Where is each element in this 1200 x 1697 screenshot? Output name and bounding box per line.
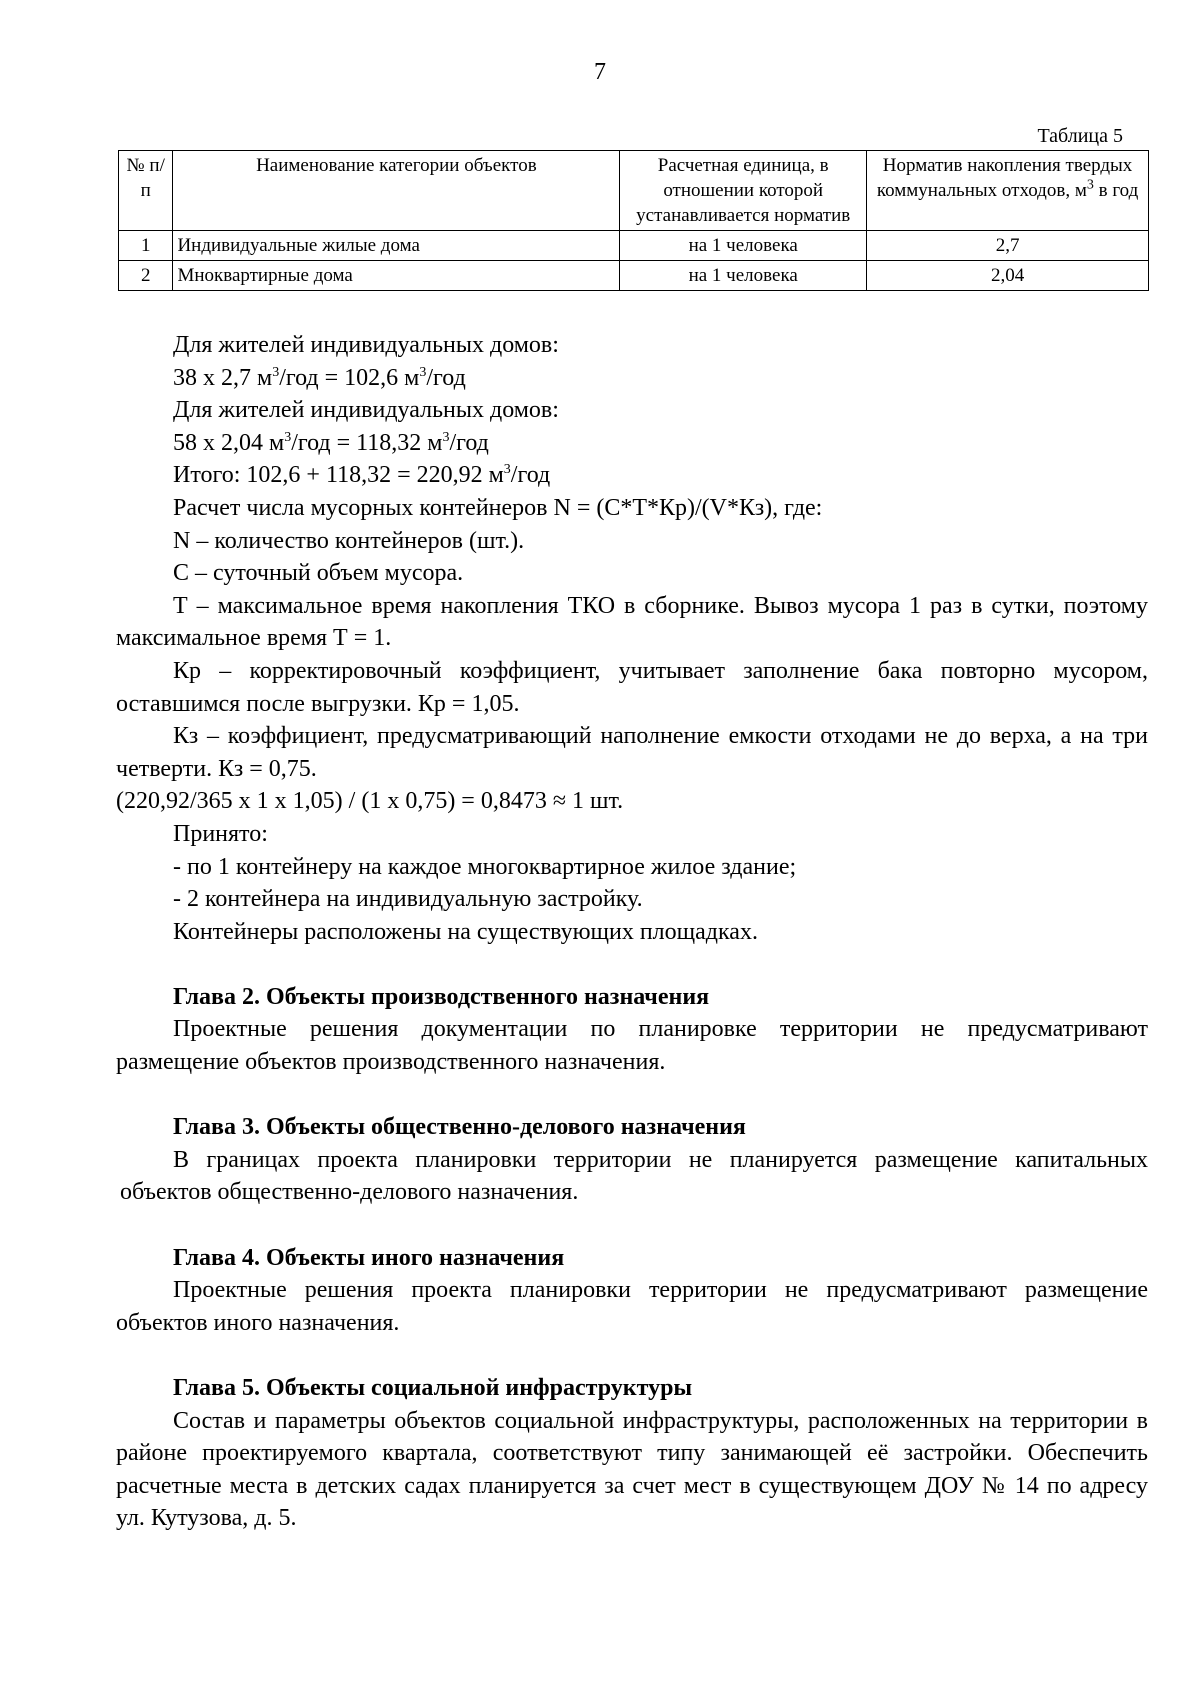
chapter-5-title: Глава 5. Объекты социальной инфраструктуры <box>173 1375 693 1401</box>
calc-part: /год = 118,32 м <box>291 429 443 456</box>
row-number: 2 <box>119 261 173 291</box>
row-category: Индивидуальные жилые дома <box>173 231 620 261</box>
definition-t: Т – максимальное время накопления ТКО в сборнике. Вывоз мусора 1 раз в сутки, поэтому максимальное время Т = 1. <box>116 592 1148 652</box>
header-category: Наименование категории объектов <box>173 151 620 231</box>
calc-part: /год <box>449 429 489 456</box>
page-number: 7 <box>594 59 606 85</box>
chapter-3-text: В границах проекта планировки территории не планируется размещение капитальных объектов общественно-делового назначения. <box>120 1146 1148 1206</box>
chapter-5-text: Состав и параметры объектов социальной инфраструктуры, расположенных на территории в районе проектируемого квартала, соответствуют типу занимающей её застройки. Обеспечить расчетные места в детских садах планируется за счет мест в существующем ДОУ № 14 по адресу ул. Кутузова, д. 5. <box>116 1407 1148 1532</box>
chapter-4-text: Проектные решения проекта планировки территории не предусматривают размещение объектов иного назначения. <box>116 1277 1148 1336</box>
calc-total <box>116 459 1148 492</box>
calc-part: 58 х 2,04 м <box>173 429 285 456</box>
superscript: 3 <box>442 429 450 445</box>
container-formula-intro: Расчет числа мусорных контейнеров N = (С*Т*Кр)/(V*Кз), где: <box>173 494 823 521</box>
chapter-3-title: Глава 3. Объекты общественно-делового назначения <box>173 1114 746 1141</box>
calc-part: /год <box>510 462 551 489</box>
row-norm: 2,04 <box>867 261 1149 291</box>
accepted-item-1: - по 1 контейнеру на каждое многоквартирное жилое здание; <box>173 853 797 880</box>
accepted-label: Принято: <box>173 820 268 847</box>
row-number: 1 <box>119 231 173 261</box>
row-unit: на 1 человека <box>620 261 867 291</box>
row-norm: 2,7 <box>867 231 1149 261</box>
table-row <box>119 261 1149 291</box>
header-norm-tail: в год <box>1093 180 1139 201</box>
container-formula-result: (220,92/365 х 1 х 1,05) / (1 х 0,75) = 0,8473 ≈ 1 шт. <box>116 788 624 815</box>
document-body <box>116 329 1148 1535</box>
superscript: 3 <box>284 429 292 445</box>
header-norm <box>867 151 1149 231</box>
chapter-4-title: Глава 4. Объекты иного назначения <box>173 1244 565 1271</box>
superscript: 3 <box>419 364 427 380</box>
accepted-item-2: - 2 контейнера на индивидуальную застройку. <box>173 886 643 913</box>
table-row <box>119 231 1149 261</box>
row-category: Мноквартирные дома <box>173 261 620 291</box>
calc-individual <box>116 362 1148 395</box>
table-header-row <box>119 151 1149 231</box>
chapter-2-title: Глава 2. Объекты производственного назначения <box>173 983 710 1010</box>
header-unit: Расчетная единица, в отношении которой устанавливается норматив <box>620 151 867 231</box>
accepted-item-3: Контейнеры расположены на существующих площадках. <box>173 918 758 945</box>
calc-part: /год = 102,6 м <box>279 364 420 391</box>
superscript: 3 <box>503 462 511 478</box>
superscript: 3 <box>272 364 280 380</box>
calc-part: 38 х 2,7 м <box>173 364 273 391</box>
calc-part: Итого: 102,6 + 118,32 = 220,92 м <box>173 462 504 489</box>
header-norm-text: Норматив накопления твердых коммунальных отходов, м <box>876 155 1133 201</box>
definition-n: N – количество контейнеров (шт.). <box>173 527 525 554</box>
row-unit: на 1 человека <box>620 231 867 261</box>
residents-individual-label: Для жителей индивидуальных домов: <box>173 332 559 358</box>
norms-table <box>118 150 1149 291</box>
definition-kr: Кр – корректировочный коэффициент, учитывает заполнение бака повторно мусором, оставшимся после выгрузки. Кр = 1,05. <box>116 657 1148 717</box>
definition-c: С – суточный объем мусора. <box>173 560 464 587</box>
chapter-2-text: Проектные решения документации по планировке территории не предусматривают размещение объектов производственного назначения. <box>116 1016 1148 1076</box>
header-norm-sup: 3 <box>1086 177 1094 193</box>
residents-individual-label-2: Для жителей индивидуальных домов: <box>173 397 559 424</box>
calc-apartment <box>116 427 1148 460</box>
table-caption: Таблица 5 <box>1037 125 1123 147</box>
calc-part: /год <box>426 364 466 391</box>
definition-kz: Кз – коэффициент, предусматривающий наполнение емкости отходами не до верха, а на три четверти. Кз = 0,75. <box>116 723 1148 782</box>
header-number: № п/п <box>119 151 173 231</box>
